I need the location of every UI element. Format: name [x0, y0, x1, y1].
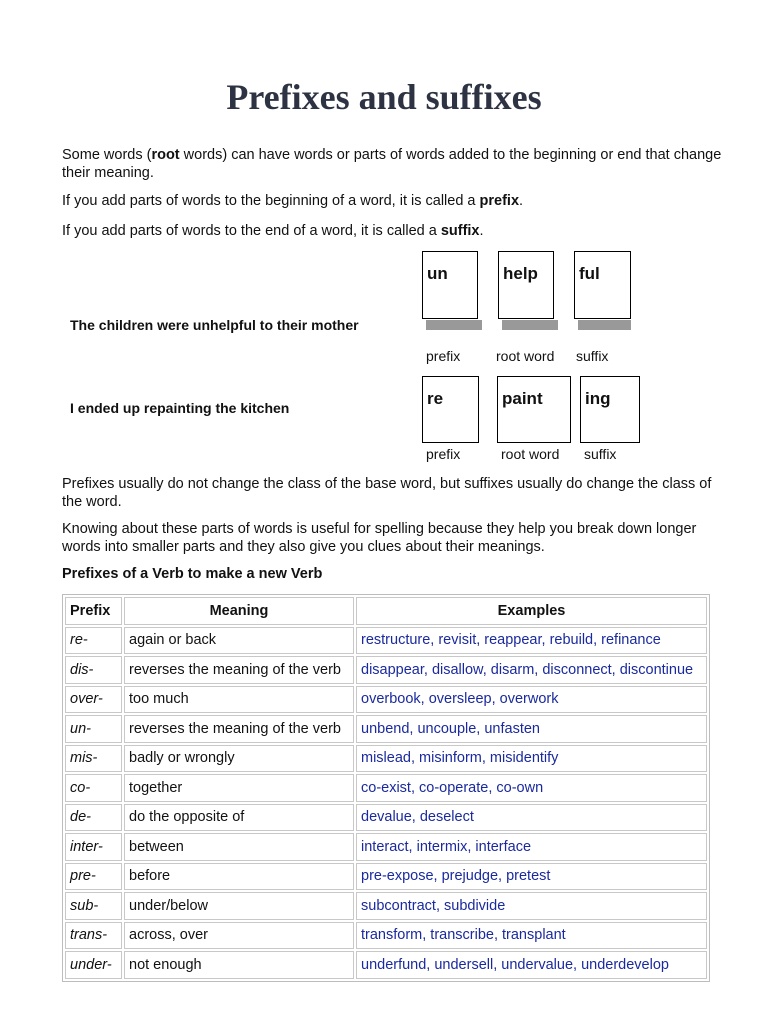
meaning-cell: across, over: [124, 922, 354, 950]
meaning-cell: between: [124, 833, 354, 861]
meaning-cell: too much: [124, 686, 354, 714]
examples-cell: mislead, misinform, misidentify: [356, 745, 707, 773]
word-part-box-root: help: [498, 251, 554, 319]
example-sentence-1: The children were unhelpful to their mother: [70, 317, 359, 333]
prefix-cell: inter-: [65, 833, 122, 861]
table-header-row: [65, 597, 707, 625]
examples-cell: transform, transcribe, transplant: [356, 922, 707, 950]
table-row: [65, 774, 707, 802]
prefix-cell: re-: [65, 627, 122, 655]
table-row: [65, 627, 707, 655]
meaning-cell: reverses the meaning of the verb: [124, 656, 354, 684]
header-prefix: Prefix: [65, 597, 122, 625]
examples-cell: pre-expose, prejudge, pretest: [356, 863, 707, 891]
table-row: [65, 922, 707, 950]
meaning-cell: before: [124, 863, 354, 891]
word-part-box-suffix: ful: [574, 251, 631, 319]
table-row: [65, 833, 707, 861]
examples-cell: restructure, revisit, reappear, rebuild, refinance: [356, 627, 707, 655]
caption-root-word: root word: [501, 446, 560, 462]
caption-prefix: prefix: [426, 446, 461, 462]
meaning-cell: again or back: [124, 627, 354, 655]
prefix-term: prefix: [479, 193, 520, 209]
examples-cell: overbook, oversleep, overwork: [356, 686, 707, 714]
prefix-cell: dis-: [65, 656, 122, 684]
examples-cell: devalue, deselect: [356, 804, 707, 832]
table-row: [65, 715, 707, 743]
examples-cell: co-exist, co-operate, co-own: [356, 774, 707, 802]
prefix-cell: de-: [65, 804, 122, 832]
prefix-cell: trans-: [65, 922, 122, 950]
page-title: Prefixes and suffixes: [226, 77, 542, 117]
examples-cell: underfund, undersell, undervalue, underdevelop: [356, 951, 707, 979]
meaning-cell: badly or wrongly: [124, 745, 354, 773]
example-sentence-2: I ended up repainting the kitchen: [70, 400, 290, 416]
suffix-term: suffix: [440, 223, 480, 239]
intro-paragraph-prefix: If you add parts of words to the beginning of a word, it is called a prefix.: [62, 193, 524, 209]
prefix-cell: sub-: [65, 892, 122, 920]
word-part-box-suffix: ing: [580, 376, 640, 443]
prefix-cell: over-: [65, 686, 122, 714]
intro-paragraph-suffix: If you add parts of words to the end of a word, it is called a suffix.: [62, 223, 484, 239]
table-row: [65, 863, 707, 891]
word-part-box-root: paint: [497, 376, 571, 443]
box-shadow: [502, 320, 558, 330]
examples-cell: interact, intermix, interface: [356, 833, 707, 861]
table-row: [65, 951, 707, 979]
table-heading: Prefixes of a Verb to make a new Verb: [62, 566, 323, 582]
meaning-cell: not enough: [124, 951, 354, 979]
box-shadow: [426, 320, 482, 330]
prefix-cell: pre-: [65, 863, 122, 891]
spelling-paragraph: Knowing about these parts of words is useful for spelling because they help you break down longer words into smaller parts and they also give you clues about their meanings.: [62, 521, 697, 555]
header-meaning: Meaning: [124, 597, 354, 625]
examples-cell: disappear, disallow, disarm, disconnect, discontinue: [356, 656, 707, 684]
caption-suffix: suffix: [584, 446, 617, 462]
examples-cell: subcontract, subdivide: [356, 892, 707, 920]
meaning-cell: do the opposite of: [124, 804, 354, 832]
prefix-cell: under-: [65, 951, 122, 979]
caption-suffix: suffix: [576, 348, 609, 364]
meaning-cell: reverses the meaning of the verb: [124, 715, 354, 743]
header-examples: Examples: [356, 597, 707, 625]
box-shadow: [578, 320, 631, 330]
prefix-cell: mis-: [65, 745, 122, 773]
table-row: [65, 804, 707, 832]
caption-root-word: root word: [496, 348, 555, 364]
meaning-cell: together: [124, 774, 354, 802]
prefix-table: [62, 594, 710, 982]
word-part-box-prefix: un: [422, 251, 478, 319]
table-row: [65, 892, 707, 920]
examples-cell: unbend, uncouple, unfasten: [356, 715, 707, 743]
meaning-cell: under/below: [124, 892, 354, 920]
table-row: [65, 745, 707, 773]
root-term: root: [151, 147, 180, 163]
caption-prefix: prefix: [426, 348, 461, 364]
table-row: [65, 656, 707, 684]
prefix-cell: co-: [65, 774, 122, 802]
table-body: [65, 627, 707, 979]
table-row: [65, 686, 707, 714]
class-paragraph: Prefixes usually do not change the class of the base word, but suffixes usually do change the class of the word.: [62, 476, 712, 510]
intro-paragraph-root: Some words (root words) can have words or parts of words added to the beginning or end that change their meaning.: [62, 147, 722, 181]
prefix-cell: un-: [65, 715, 122, 743]
word-part-box-prefix: re: [422, 376, 479, 443]
